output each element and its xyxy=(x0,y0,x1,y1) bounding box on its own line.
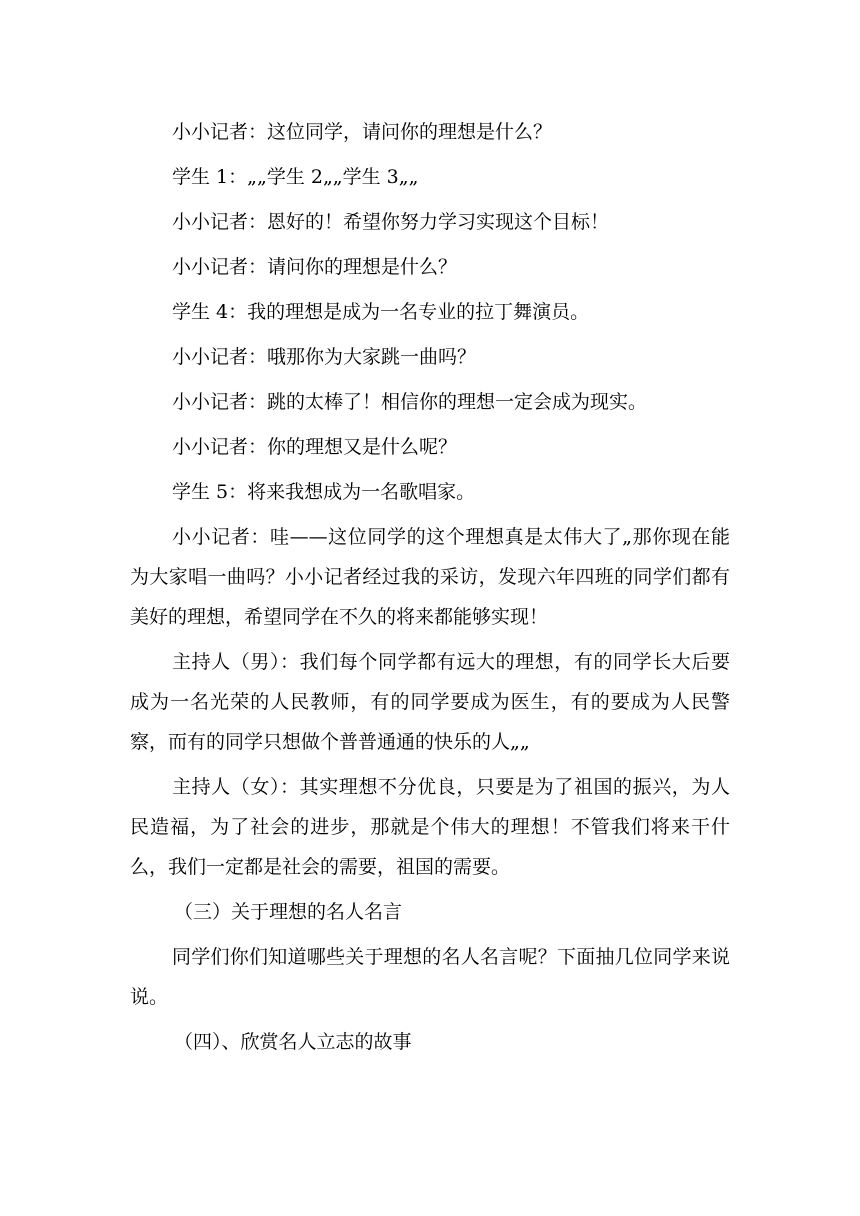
dialogue-line: 小小记者：你的理想又是什么呢？ xyxy=(172,436,458,458)
section-heading: （三）关于理想的名人名言 xyxy=(174,901,403,923)
body-paragraph: 同学们你们知道哪些关于理想的名人名言呢？下面抽几位同学来说说。 xyxy=(130,946,730,1008)
dialogue-line: 学生 1：„„学生 2„„学生 3„„ xyxy=(172,166,419,188)
dialogue-paragraph: 主持人（男）：我们每个同学都有远大的理想，有的同学长大后要成为一名光荣的人民教师，有的同学要成为医生，有的要成为人民警察，而有的同学只想做个普普通通的快乐的人„„ xyxy=(130,651,730,753)
dialogue-line: 小小记者：恩好的！希望你努力学习实现这个目标！ xyxy=(172,211,610,233)
dialogue-line: 小小记者：哦那你为大家跳一曲吗？ xyxy=(172,346,477,368)
dialogue-line: 小小记者：跳的太棒了！相信你的理想一定会成为现实。 xyxy=(172,391,648,413)
dialogue-paragraph: 主持人（女）：其实理想不分优良，只要是为了祖国的振兴，为人民造福，为了社会的进步，那就是个伟大的理想！不管我们将来干什么，我们一定都是社会的需要，祖国的需要。 xyxy=(130,776,730,878)
dialogue-line: 学生 4：我的理想是成为一名专业的拉丁舞演员。 xyxy=(172,301,590,323)
section-heading: （四）、欣赏名人立志的故事 xyxy=(174,1031,412,1053)
dialogue-line: 学生 5：将来我想成为一名歌唱家。 xyxy=(172,481,476,503)
dialogue-paragraph: 小小记者：哇——这位同学的这个理想真是太伟大了„那你现在能为大家唱一曲吗？小小记者经过我的采访，发现六年四班的同学们都有美好的理想，希望同学在不久的将来都能够实现！ xyxy=(130,526,730,628)
dialogue-line: 小小记者：这位同学，请问你的理想是什么？ xyxy=(172,121,553,143)
dialogue-line: 小小记者：请问你的理想是什么？ xyxy=(172,256,458,278)
